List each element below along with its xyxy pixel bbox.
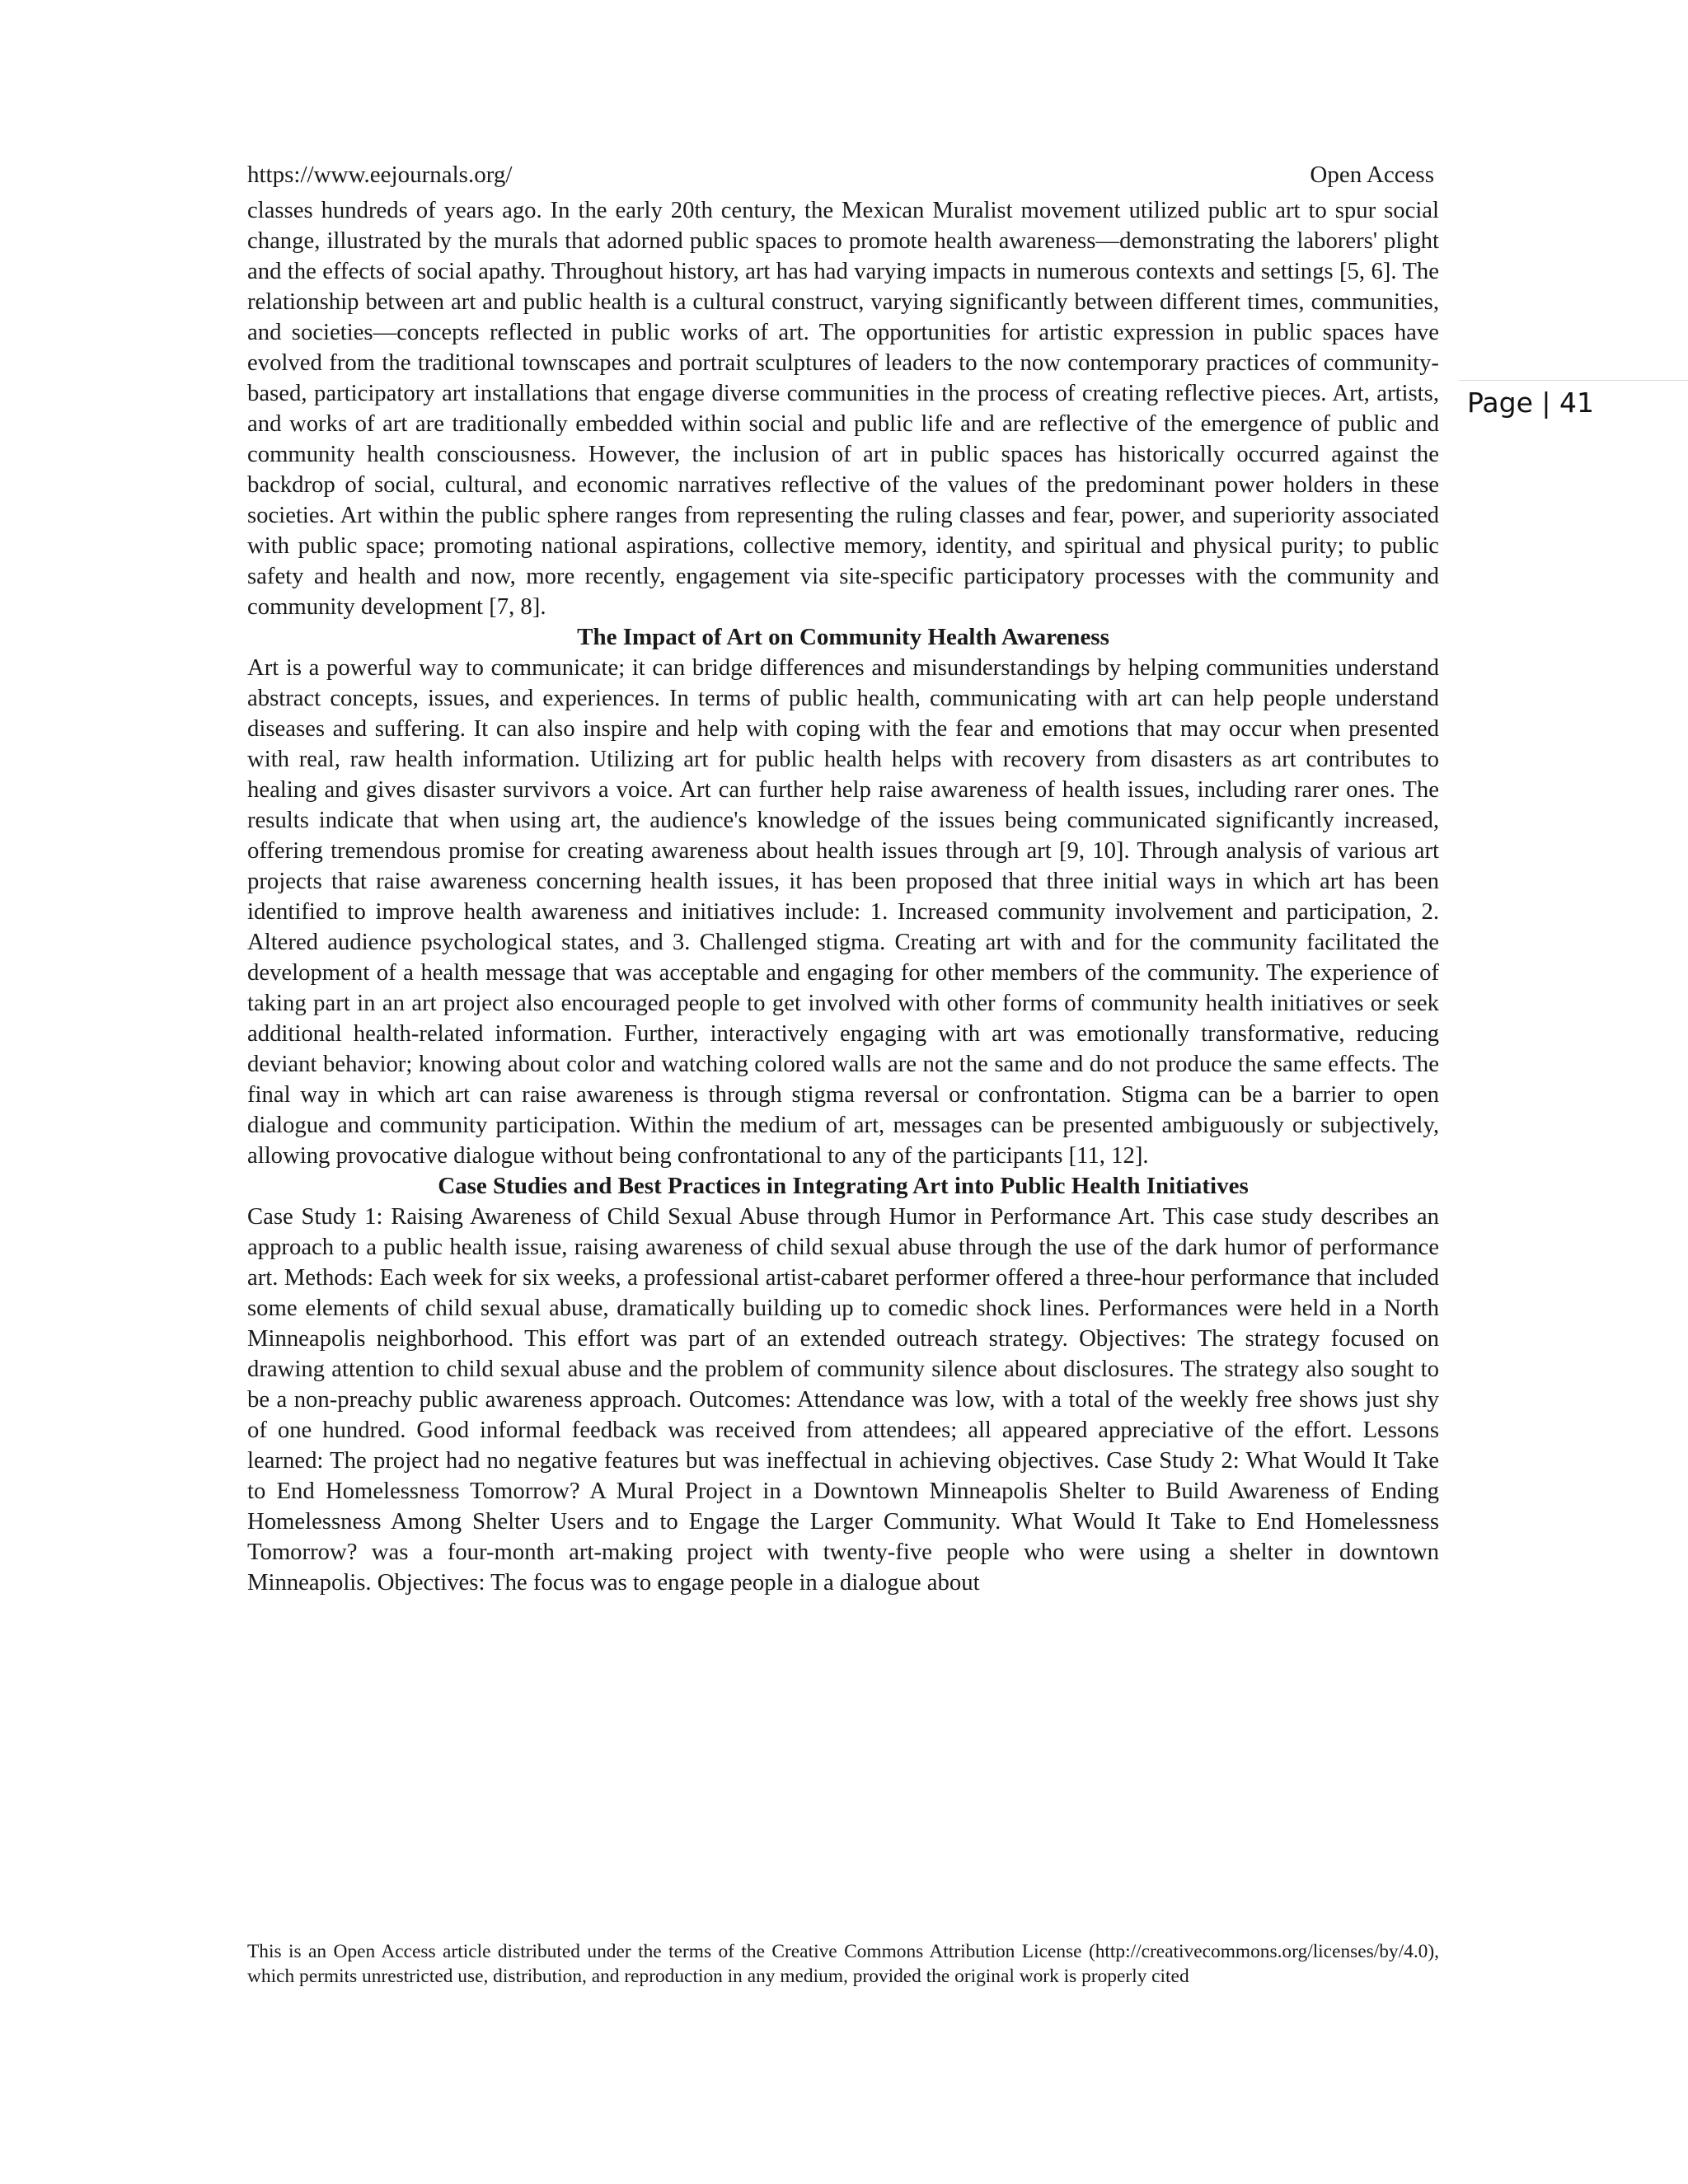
intro-paragraph: classes hundreds of years ago. In the early 20th century, the Mexican Muralist movement utilized public art to spur social change, illustrated by the murals that adorned public spaces to promote health awareness—demonstrating the laborers' plight and the effects of social apathy. Throughout history, art has had varying impacts in numerous contexts and settings [5, 6]. The relationship between art and public health is a cultural construct, varying significantly between different times, communities, and societies—concepts reflected in public works of art. The opportunities for artistic expression in public spaces have evolved from the traditional townscapes and portrait sculptures of leaders to the now contemporary practices of community-based, participatory art installations that engage diverse communities in the process of creating reflective pieces. Art, artists, and works of art are traditionally embedded within social and public life and are reflective of the emergence of public and community health consciousness. However, the inclusion of art in public spaces has historically occurred against the backdrop of social, cultural, and economic narratives reflective of the values of the predominant power holders in these societies. Art within the public sphere ranges from representing the ruling classes and fear, power, and superiority associated with public space; promoting national aspirations, collective memory, identity, and spiritual and physical purity; to public safety and health and now, more recently, engagement via site-specific participatory processes with the community and community development [7, 8]. [247, 197, 1439, 620]
section-heading-case-studies: Case Studies and Best Practices in Integrating Art into Public Health Initiatives [438, 1173, 1249, 1199]
journal-url[interactable]: https://www.eejournals.org/ [247, 162, 513, 188]
page-number: Page | 41 [1467, 387, 1594, 419]
section-heading-art-impact: The Impact of Art on Community Health Awareness [577, 624, 1109, 650]
art-impact-paragraph: Art is a powerful way to communicate; it can bridge differences and misunderstandings by helping communities understand abstract concepts, issues, and experiences. In terms of public health, communicating with art can help people understand diseases and suffering. It can also inspire and help with coping with the fear and emotions that may occur when presented with real, raw health information. Utilizing art for public health helps with recovery from disasters as art contributes to healing and gives disaster survivors a voice. Art can further help raise awareness of health issues, including rarer ones. The results indicate that when using art, the audience's knowledge of the issues being communicated significantly increased, offering tremendous promise for creating awareness about health issues through art [9, 10]. Through analysis of various art projects that raise awareness concerning health issues, it has been proposed that three initial ways in which art has been identified to improve health awareness and initiatives include: 1. Increased community involvement and participation, 2. Altered audience psychological states, and 3. Challenged stigma. Creating art with and for the community facilitated the development of a health message that was acceptable and engaging for other members of the community. The experience of taking part in an art project also encouraged people to get involved with other forms of community health initiatives or seek additional health-related information. Further, interactively engaging with art was emotionally transformative, reducing deviant behavior; knowing about color and watching colored walls are not the same and do not produce the same effects. The final way in which art can raise awareness is through stigma reversal or confrontation. Stigma can be a barrier to open dialogue and community participation. Within the medium of art, messages can be presented ambiguously or subjectively, allowing provocative dialogue without being confrontational to any of the participants [11, 12]. [247, 654, 1439, 1169]
open-access-label: Open Access [1310, 162, 1434, 188]
page-header [247, 158, 1434, 191]
page-number-divider [1459, 380, 1688, 381]
article-body [247, 195, 1439, 1598]
license-footer: This is an Open Access article distributed under the terms of the Creative Commons Attribution License (http://creativecommons.org/licenses/by/4.0), which permits unrestricted use, distribution, and reproduction in any medium, provided the original work is properly cited [247, 1941, 1439, 1987]
case-studies-paragraph: Case Study 1: Raising Awareness of Child Sexual Abuse through Humor in Performance Art. This case study describes an approach to a public health issue, raising awareness of child sexual abuse through the use of the dark humor of performance art. Methods: Each week for six weeks, a professional artist-cabaret performer offered a three-hour performance that included some elements of child sexual abuse, dramatically building up to comedic shock lines. Performances were held in a North Minneapolis neighborhood. This effort was part of an extended outreach strategy. Objectives: The strategy focused on drawing attention to child sexual abuse and the problem of community silence about disclosures. The strategy also sought to be a non-preachy public awareness approach. Outcomes: Attendance was low, with a total of the weekly free shows just shy of one hundred. Good informal feedback was received from attendees; all appeared appreciative of the effort. Lessons learned: The project had no negative features but was ineffectual in achieving objectives. Case Study 2: What Would It Take to End Homelessness Tomorrow? A Mural Project in a Downtown Minneapolis Shelter to Build Awareness of Ending Homelessness Among Shelter Users and to Engage the Larger Community. What Would It Take to End Homelessness Tomorrow? was a four-month art-making project with twenty-five people who were using a shelter in downtown Minneapolis. Objectives: The focus was to engage people in a dialogue about [247, 1203, 1439, 1596]
